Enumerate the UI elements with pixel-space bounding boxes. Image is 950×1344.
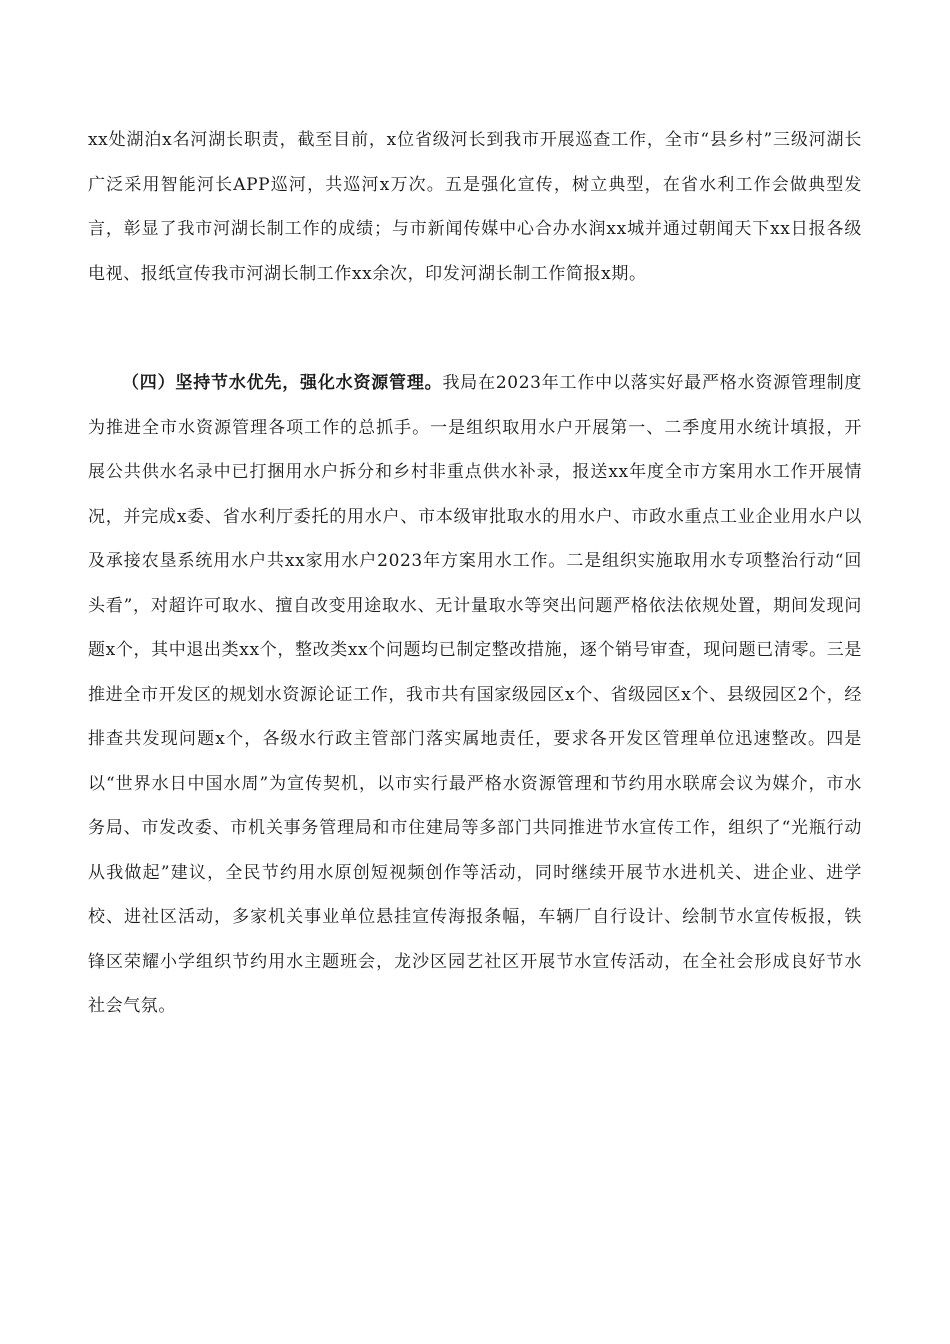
section-heading: （四）坚持节水优先，强化水资源管理。 xyxy=(122,373,443,393)
paragraph-2 xyxy=(88,361,862,1029)
paragraph-1-text: xx处湖泊x名河湖长职责，截至目前，x位省级河长到我市开展巡查工作，全市“县乡村”三级河湖长广泛采用智能河长APP巡河，共巡河x万次。五是强化宣传，树立典型，在省水利工作会做典型发言，彰显了我市河湖长制工作的成绩；与市新闻传媒中心合办水润xx城并通过朝闻天下xx日报各级电视、报纸宣传我市河湖长制工作xx余次，印发河湖长制工作简报x期。 xyxy=(88,130,862,284)
paragraph-2-body: 我局在2023年工作中以落实好最严格水资源管理制度为推进全市水资源管理各项工作的总抓手。一是组织取用水户开展第一、二季度用水统计填报，开展公共供水名录中已打捆用水户拆分和乡村非重点供水补录，报送xx年度全市方案用水工作开展情况，并完成x委、省水利厅委托的用水户、市本级审批取水的用水户、市政水重点工业企业用水户以及承接农垦系统用水户共xx家用水户2023年方案用水工作。二是组织实施取用水专项整治行动“回头看”，对超许可取水、擅自改变用途取水、无计量取水等突出问题严格依法依规处置，期间发现问题x个，其中退出类xx个，整改类xx个问题均已制定整改措施，逐个销号审查，现问题已清零。三是推进全市开发区的规划水资源论证工作，我市共有国家级园区x个、省级园区x个、县级园区2个，经排查共发现问题x个，各级水行政主管部门落实属地责任，要求各开发区管理单位迅速整改。四是以“世界水日中国水周”为宣传契机，以市实行最严格水资源管理和节约用水联席会议为媒介，市水务局、市发改委、市机关事务管理局和市住建局等多部门共同推进节水宣传工作，组织了“光瓶行动从我做起”建议，全民节约用水原创短视频创作等活动，同时继续开展节水进机关、进企业、进学校、进社区活动，多家机关事业单位悬挂宣传海报条幅，车辆厂自行设计、绘制节水宣传板报，铁锋区荣耀小学组织节约用水主题班会，龙沙区园艺社区开展节水宣传活动，在全社会形成良好节水社会气氛。 xyxy=(88,373,862,1016)
paragraph-water-management xyxy=(88,361,862,1029)
paragraph-river-chief xyxy=(88,118,862,296)
